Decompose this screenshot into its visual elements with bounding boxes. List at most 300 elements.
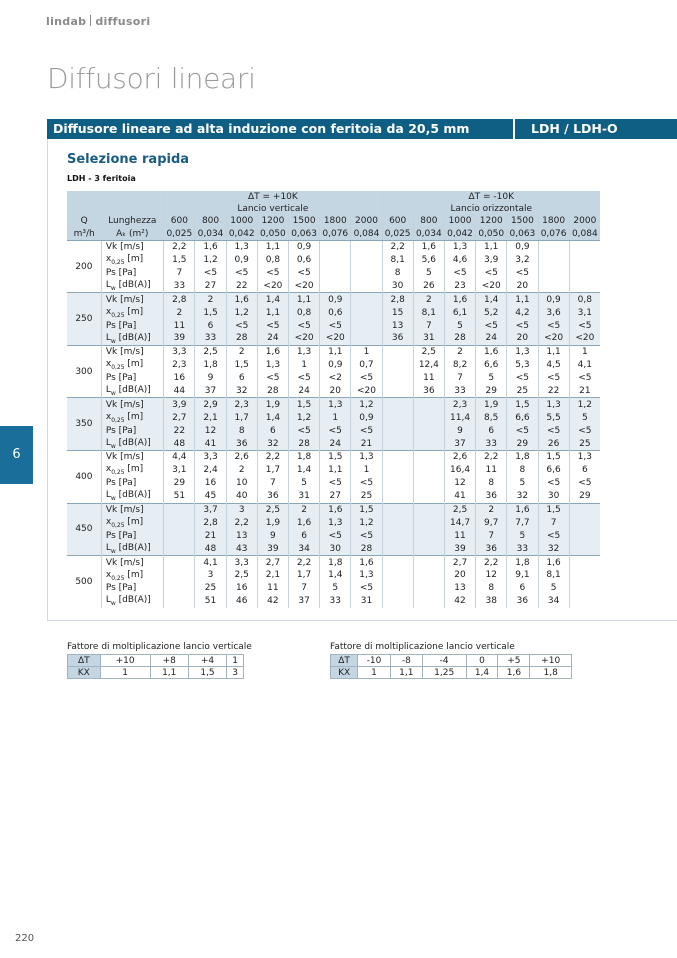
parameter-subscript: w	[110, 600, 116, 608]
table-cell	[413, 556, 444, 569]
table-cell: 25	[195, 582, 226, 595]
header-blank	[67, 203, 101, 215]
table-cell: 29	[507, 437, 538, 450]
parameter-subscript: 0,25	[111, 416, 125, 424]
table-cell: 7	[257, 477, 288, 490]
parameter-name: Vk [m/s]	[105, 399, 144, 410]
parameter-label	[101, 451, 163, 464]
table-cell: 36	[476, 490, 507, 503]
table-cell: <5	[226, 319, 257, 332]
table-row	[67, 267, 600, 280]
table-cell: 1	[358, 667, 391, 679]
table-cell	[382, 437, 413, 450]
table-cell: 1,8	[289, 451, 320, 464]
multiplier-key: KX	[331, 667, 358, 679]
table-cell: 33	[320, 595, 351, 608]
table-cell	[320, 279, 351, 292]
airflow-value: 400	[67, 451, 101, 504]
parameter-unit: [dB(A)]	[115, 279, 151, 290]
table-cell: 0,9	[320, 359, 351, 372]
parameter-unit: [dB(A)]	[115, 542, 151, 553]
table-cell: 2	[226, 464, 257, 477]
parameter-name: L	[105, 490, 111, 501]
table-cell: 4,5	[538, 359, 569, 372]
table-cell: 2,5	[226, 569, 257, 582]
length-header: 1800	[538, 215, 569, 227]
table-cell: <5	[507, 372, 538, 385]
selection-table	[67, 191, 600, 608]
table-row	[67, 529, 600, 542]
length-header: 800	[413, 215, 444, 227]
table-cell	[382, 490, 413, 503]
lancio-vertical-header: Lancio verticale	[164, 203, 382, 215]
table-cell: 0,9	[351, 411, 382, 424]
table-cell	[382, 569, 413, 582]
parameter-name: Ps [Pa]	[105, 425, 137, 436]
airflow-value: 200	[67, 240, 101, 293]
table-cell: 51	[164, 490, 195, 503]
table-cell: 15	[382, 306, 413, 319]
table-cell	[382, 503, 413, 516]
table-row	[67, 477, 600, 490]
table-cell: <5	[569, 319, 600, 332]
parameter-subscript: 0,25	[111, 521, 125, 529]
area-header: 0,025	[164, 228, 195, 241]
table-cell: 2,3	[226, 398, 257, 411]
table-cell	[538, 254, 569, 267]
group-vertical-header: ΔT = +10K	[164, 191, 382, 203]
table-cell	[382, 411, 413, 424]
unit-q: m³/h	[67, 228, 101, 241]
airflow-value: 250	[67, 293, 101, 346]
table-cell: 24	[289, 385, 320, 398]
table-row	[67, 542, 600, 555]
table-cell: 5,6	[413, 254, 444, 267]
length-header: 600	[382, 215, 413, 227]
table-row	[67, 240, 600, 253]
table-cell: 6,6	[476, 359, 507, 372]
table-cell: 11,4	[444, 411, 475, 424]
multiplier-key: KX	[68, 667, 101, 679]
table-cell: 7	[538, 516, 569, 529]
table-cell: 24	[257, 332, 288, 345]
table-cell: 1,1	[507, 293, 538, 306]
parameter-unit: [m]	[124, 464, 144, 475]
parameter-label	[101, 385, 163, 398]
parameter-name: x	[105, 569, 112, 580]
parameter-label	[101, 529, 163, 542]
table-cell: 3,7	[195, 503, 226, 516]
parameter-name: Vk [m/s]	[105, 505, 144, 515]
table-cell	[351, 306, 382, 319]
table-cell: 28	[226, 332, 257, 345]
parameter-label	[101, 516, 163, 529]
table-cell: 25	[351, 490, 382, 503]
parameter-label	[101, 477, 163, 490]
table-cell: 3,6	[538, 306, 569, 319]
table-cell: 6	[476, 424, 507, 437]
table-cell: 6	[257, 424, 288, 437]
band-divider	[513, 119, 515, 139]
table-cell: 13	[226, 529, 257, 542]
table-cell: 7	[164, 267, 195, 280]
table-cell: 2,2	[476, 556, 507, 569]
table-cell: 1,5	[351, 503, 382, 516]
parameter-name: L	[105, 437, 111, 448]
table-cell: 8	[476, 477, 507, 490]
table-cell: 12	[476, 569, 507, 582]
table-cell: 46	[226, 595, 257, 608]
multiplier-key: ΔT	[331, 655, 358, 667]
parameter-subscript: 0,25	[111, 574, 125, 582]
table-cell: 4,6	[444, 254, 475, 267]
area-header: 0,076	[320, 228, 351, 241]
area-header: 0,063	[507, 228, 538, 241]
table-cell	[382, 372, 413, 385]
table-cell	[569, 516, 600, 529]
table-cell: 3,3	[195, 451, 226, 464]
table-cell: 5	[289, 477, 320, 490]
parameter-name: Ps [Pa]	[105, 478, 137, 489]
table-cell: 8	[382, 267, 413, 280]
table-cell	[382, 385, 413, 398]
table-cell	[382, 424, 413, 437]
table-cell: 6	[507, 582, 538, 595]
table-cell: 0,9	[320, 293, 351, 306]
table-cell: 8,5	[476, 411, 507, 424]
table-cell: 1	[320, 411, 351, 424]
table-cell	[382, 398, 413, 411]
table-cell: 0,8	[289, 306, 320, 319]
table-cell	[569, 556, 600, 569]
table-cell: 6	[289, 529, 320, 542]
table-cell: 1,1	[320, 464, 351, 477]
table-cell: 2,8	[164, 293, 195, 306]
table-cell: <5	[320, 529, 351, 542]
table-cell: 36	[413, 385, 444, 398]
table-cell: <5	[226, 267, 257, 280]
table-cell: <5	[351, 372, 382, 385]
table-cell: 2,2	[289, 556, 320, 569]
table-cell: 1,4	[466, 667, 498, 679]
table-cell: 26	[538, 437, 569, 450]
table-cell: 1,1	[289, 293, 320, 306]
table-cell: 1,1	[257, 306, 288, 319]
table-cell: 3,1	[569, 306, 600, 319]
table-cell: 1	[351, 345, 382, 358]
area-header: 0,084	[351, 228, 382, 241]
table-cell: 6,6	[507, 411, 538, 424]
table-cell: 2,1	[257, 569, 288, 582]
table-cell: 34	[289, 542, 320, 555]
table-cell: <5	[507, 319, 538, 332]
table-row	[67, 332, 600, 345]
table-cell: 2,6	[444, 451, 475, 464]
table-row	[67, 595, 600, 608]
airflow-value: 500	[67, 556, 101, 608]
table-cell: 1,6	[351, 556, 382, 569]
table-cell: <5	[320, 477, 351, 490]
table-cell	[382, 451, 413, 464]
table-cell: 1,3	[569, 451, 600, 464]
parameter-subscript: w	[110, 337, 116, 345]
length-header: 1800	[320, 215, 351, 227]
table-cell: <5	[351, 424, 382, 437]
parameter-label	[101, 411, 163, 424]
table-cell: 9	[195, 372, 226, 385]
table-cell: 20	[320, 385, 351, 398]
table-cell: 8	[226, 424, 257, 437]
table-row	[67, 464, 600, 477]
table-cell	[569, 542, 600, 555]
table-cell: 1,8	[530, 667, 572, 679]
table-cell	[569, 503, 600, 516]
table-cell: 5	[569, 411, 600, 424]
table-cell	[164, 529, 195, 542]
airflow-value: 300	[67, 345, 101, 398]
table-cell: 30	[382, 279, 413, 292]
table-cell: 2,2	[257, 451, 288, 464]
table-cell: 2,2	[476, 451, 507, 464]
table-cell	[351, 319, 382, 332]
table-cell: 8,2	[444, 359, 475, 372]
table-cell	[538, 279, 569, 292]
table-cell: 39	[444, 542, 475, 555]
table-row	[67, 424, 600, 437]
section-title: Selezione rapida	[67, 152, 190, 167]
parameter-label	[101, 359, 163, 372]
table-cell: 1,2	[226, 306, 257, 319]
table-cell: 2,8	[195, 516, 226, 529]
table-row	[68, 667, 244, 679]
table-cell: 31	[413, 332, 444, 345]
table-cell: 6,1	[444, 306, 475, 319]
table-cell: +4	[188, 655, 226, 667]
table-cell: 6	[569, 464, 600, 477]
table-cell: <5	[538, 529, 569, 542]
table-cell	[413, 411, 444, 424]
table-cell: 1,1	[538, 345, 569, 358]
area-header: 0,050	[257, 228, 288, 241]
table-cell: 2	[413, 293, 444, 306]
section-label: diffusori	[95, 15, 151, 28]
parameter-name: L	[105, 595, 111, 606]
table-cell: 39	[164, 332, 195, 345]
parameter-name: Ps [Pa]	[105, 583, 137, 594]
table-cell: 3,9	[164, 398, 195, 411]
table-cell: 1,5	[195, 306, 226, 319]
parameter-label	[101, 319, 163, 332]
table-cell: 1,3	[351, 569, 382, 582]
table-cell: 37	[195, 385, 226, 398]
table-cell: 11	[257, 582, 288, 595]
table-cell	[413, 582, 444, 595]
table-cell: <5	[476, 319, 507, 332]
parameter-label	[101, 254, 163, 267]
table-cell: 1,6	[226, 293, 257, 306]
table-cell: 1,4	[320, 569, 351, 582]
parameter-unit: [m]	[124, 359, 144, 370]
table-row	[67, 556, 600, 569]
table-cell: 1,3	[507, 345, 538, 358]
parameter-name: x	[105, 464, 112, 475]
table-cell: 20	[507, 332, 538, 345]
area-header: 0,034	[413, 228, 444, 241]
parameter-name: x	[105, 411, 112, 422]
table-cell: 51	[195, 595, 226, 608]
parameter-label	[101, 267, 163, 280]
table-cell: <20	[476, 279, 507, 292]
table-cell	[382, 556, 413, 569]
table-cell	[413, 437, 444, 450]
table-cell: 2,5	[195, 345, 226, 358]
parameter-label	[101, 293, 163, 306]
table-cell: <5	[195, 267, 226, 280]
table-cell: 42	[257, 595, 288, 608]
parameter-subscript: w	[110, 442, 116, 450]
table-cell: <5	[289, 267, 320, 280]
table-cell: 9,7	[476, 516, 507, 529]
parameter-label	[101, 503, 163, 516]
table-cell: 1,6	[413, 240, 444, 253]
table-cell	[569, 582, 600, 595]
table-cell: 30	[320, 542, 351, 555]
table-cell	[382, 464, 413, 477]
parameter-name: x	[105, 517, 112, 527]
table-cell: 1,2	[289, 411, 320, 424]
table-cell: 5	[507, 529, 538, 542]
table-cell: 1,3	[444, 240, 475, 253]
table-cell: 2	[476, 503, 507, 516]
table-cell: 2,3	[444, 398, 475, 411]
table-cell: 12,4	[413, 359, 444, 372]
table-cell: 37	[444, 437, 475, 450]
table-cell: +8	[150, 655, 188, 667]
table-cell: 3	[226, 503, 257, 516]
length-header: 1000	[444, 215, 475, 227]
parameter-unit: [m]	[124, 569, 144, 580]
parameter-subscript: 0,25	[111, 311, 125, 319]
table-cell	[164, 516, 195, 529]
table-cell: -4	[422, 655, 466, 667]
table-cell: 33	[164, 279, 195, 292]
table-cell: 3	[195, 569, 226, 582]
table-cell: 44	[164, 385, 195, 398]
parameter-name: L	[105, 279, 111, 290]
table-row	[67, 569, 600, 582]
table-cell: 3,2	[507, 254, 538, 267]
table-cell: 20	[444, 569, 475, 582]
table-cell: 0,9	[226, 254, 257, 267]
table-cell: 1,5	[507, 398, 538, 411]
table-cell	[413, 529, 444, 542]
table-cell: 25	[569, 437, 600, 450]
table-cell: 4,2	[507, 306, 538, 319]
table-cell: <20	[320, 332, 351, 345]
table-cell: 1,9	[476, 398, 507, 411]
table-cell	[382, 345, 413, 358]
product-band	[47, 119, 677, 139]
table-cell: 11	[413, 372, 444, 385]
parameter-unit: [m]	[124, 306, 144, 317]
table-row	[67, 385, 600, 398]
parameter-name: Ps [Pa]	[105, 530, 137, 541]
length-header: 1500	[289, 215, 320, 227]
parameter-subscript: w	[110, 284, 116, 292]
parameter-unit: [dB(A)]	[115, 595, 151, 606]
table-cell: 5,3	[507, 359, 538, 372]
table-row	[67, 516, 600, 529]
table-cell: 2,5	[413, 345, 444, 358]
multiplier-caption: Fattore di moltiplicazione lancio verticale	[67, 642, 252, 652]
multiplier-table-horizontal	[330, 642, 572, 679]
table-cell: 24	[476, 332, 507, 345]
table-cell: 0,6	[289, 254, 320, 267]
parameter-label	[101, 437, 163, 450]
table-cell	[569, 254, 600, 267]
table-cell	[413, 542, 444, 555]
table-cell: 1,2	[351, 398, 382, 411]
table-cell: 1,4	[476, 293, 507, 306]
table-cell	[351, 240, 382, 253]
table-cell	[413, 516, 444, 529]
parameter-subscript: w	[110, 547, 116, 555]
table-cell: <5	[444, 267, 475, 280]
table-cell: <5	[289, 319, 320, 332]
table-cell	[569, 240, 600, 253]
table-cell: 16	[195, 477, 226, 490]
table-cell: 1,2	[569, 398, 600, 411]
table-cell: 7	[289, 582, 320, 595]
table-cell: +5	[498, 655, 530, 667]
table-row	[67, 451, 600, 464]
table-cell: 32	[226, 385, 257, 398]
table-cell: 1	[351, 464, 382, 477]
table-cell: 21	[569, 385, 600, 398]
band-title: Diffusore lineare ad alta induzione con feritoia da 20,5 mm	[53, 121, 470, 136]
table-cell: 20	[507, 279, 538, 292]
table-cell: 9	[257, 529, 288, 542]
table-row	[67, 398, 600, 411]
table-cell: 1,5	[164, 254, 195, 267]
table-cell: 5	[413, 267, 444, 280]
table-row	[67, 411, 600, 424]
table-cell: 4,1	[569, 359, 600, 372]
table-cell: <5	[538, 424, 569, 437]
table-cell: 8	[476, 582, 507, 595]
table-cell: 1,6	[538, 556, 569, 569]
parameter-name: x	[105, 306, 112, 317]
page-title: Diffusori lineari	[47, 62, 256, 95]
table-cell: 1	[100, 667, 150, 679]
table-cell: 4,4	[164, 451, 195, 464]
table-cell: <20	[538, 332, 569, 345]
table-cell: 7	[476, 529, 507, 542]
table-cell: 1,7	[257, 464, 288, 477]
table-cell: 1,1	[150, 667, 188, 679]
parameter-unit: [m]	[124, 254, 144, 265]
table-cell: <5	[538, 372, 569, 385]
table-row	[331, 667, 572, 679]
chapter-tab[interactable]: 6	[0, 426, 33, 484]
table-cell: 1,6	[498, 667, 530, 679]
table-row	[68, 655, 244, 667]
table-cell: 1,5	[289, 398, 320, 411]
table-cell: 0,9	[507, 240, 538, 253]
table-cell: 31	[289, 490, 320, 503]
table-cell: 43	[226, 542, 257, 555]
table-cell: 36	[257, 490, 288, 503]
